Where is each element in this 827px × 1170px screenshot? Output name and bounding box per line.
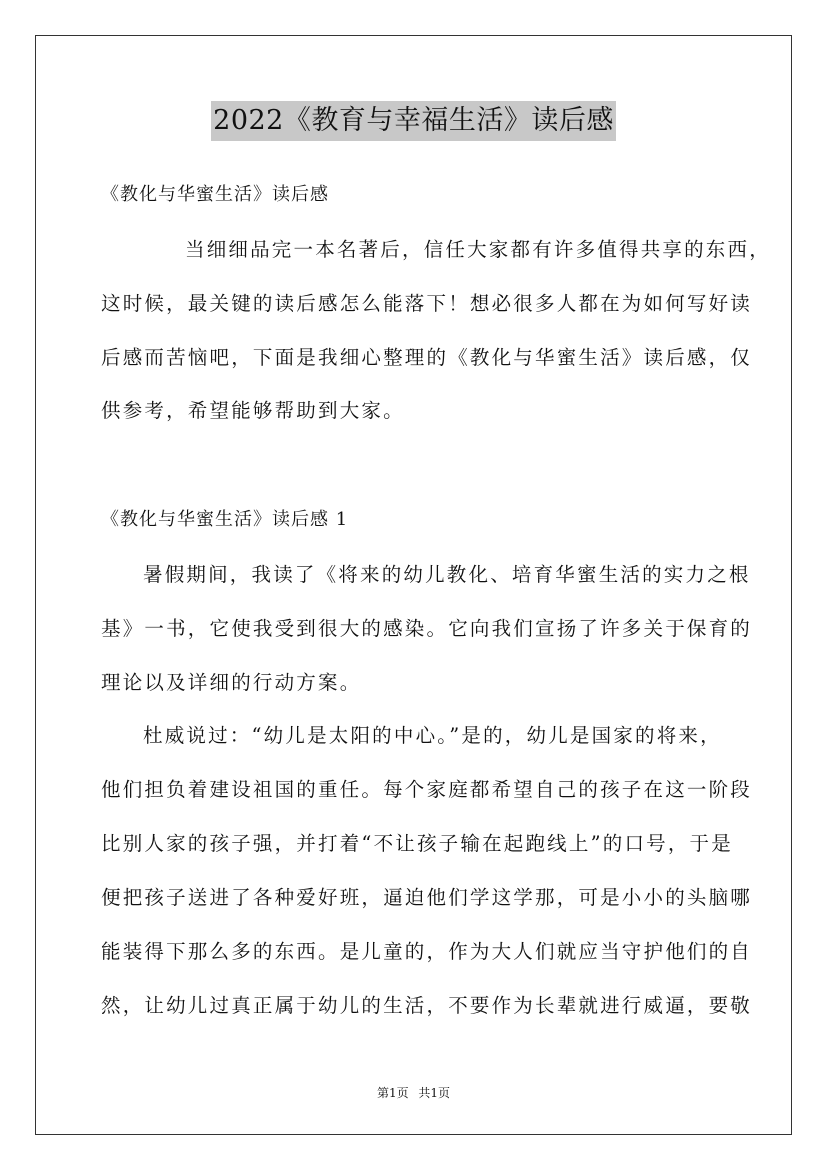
title-container	[0, 101, 827, 141]
paragraph-line: 理论以及详细的行动方案。	[101, 671, 362, 694]
paragraph-line: 便把孩子送进了各种爱好班，逼迫他们学这学那，可是小小的头脑哪	[101, 886, 753, 909]
paragraph-line: 基》一书，它使我受到很大的感染。它向我们宣扬了许多关于保育的	[101, 617, 753, 640]
paragraph-line: 比别人家的孩子强，并打着“不让孩子输在起跑线上”的口号，于是	[101, 832, 733, 855]
subtitle: 《教化与华蜜生活》读后感	[101, 184, 329, 205]
intro-line: 供参考，希望能够帮助到大家。	[101, 399, 405, 422]
section-title: 《教化与华蜜生活》读后感 1	[101, 509, 349, 530]
intro-line: 这时候，最关键的读后感怎么能落下！想必很多人都在为如何写好读	[101, 292, 753, 315]
paragraph-line: 暑假期间，我读了《将来的幼儿教化、培育华蜜生活的实力之根	[143, 563, 751, 586]
paragraph-line: 然，让幼儿过真正属于幼儿的生活，不要作为长辈就进行威逼，要敬	[101, 994, 753, 1017]
intro-line: 后感而苦恼吧，下面是我细心整理的《教化与华蜜生活》读后感，仅	[101, 346, 753, 369]
page-number: 第1页	[376, 1086, 409, 1100]
document-title: 2022《教育与幸福生活》读后感	[211, 101, 616, 141]
page-footer	[0, 1084, 827, 1101]
page-total: 共1页	[418, 1086, 451, 1100]
paragraph-line: 他们担负着建设祖国的重任。每个家庭都希望自己的孩子在这一阶段	[101, 778, 753, 801]
paragraph-line: 能装得下那么多的东西。是儿童的，作为大人们就应当守护他们的自	[101, 940, 753, 963]
intro-line: 当细细品完一本名著后，信任大家都有许多值得共享的东西，	[185, 238, 771, 261]
paragraph-line: 杜威说过：“幼儿是太阳的中心。”是的，幼儿是国家的将来，	[143, 724, 722, 747]
